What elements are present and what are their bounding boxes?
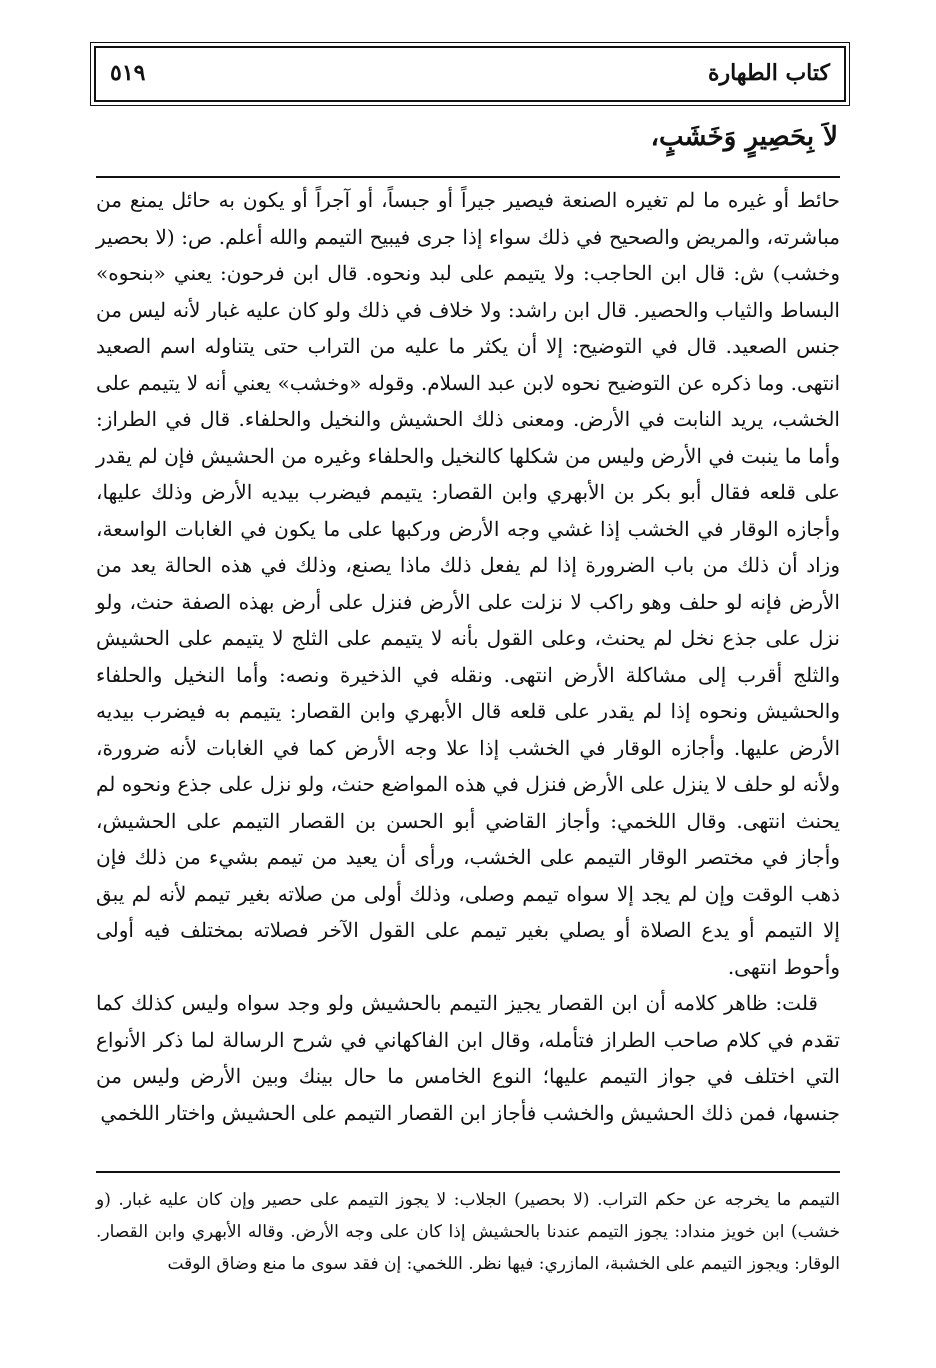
commentary-paragraph-1: حائط أو غيره ما لم تغيره الصنعة فيصير جيراً أو جبساً، أو آجراً أو يكون به حائل يمنع من مباشرته، والمريض والصحيح في ذلك سواء إذا جرى فيبيح التيمم والله أعلم. ص: (لا بحصير وخشب) ش: قال ابن الحاجب: ولا يتيمم على لبد ونحوه. قال ابن فرحون: يعني «بنحوه» البساط والثياب والحصير. قال ابن راشد: ولا خلاف في ذلك ولو كان عليه غبار لأنه ليس من جنس الصعيد. قال في التوضيح: إلا أن يكثر ما عليه من التراب حتى يتناوله اسم الصعيد انتهى. وما ذكره عن التوضيح نحوه لابن عبد السلام. وقوله «وخشب» يعني أنه لا يتيمم على الخشب، يريد النابت في الأرض. ومعنى ذلك الحشيش والنخيل والحلفاء. قال في الطراز: وأما ما ينبت في الأرض وليس من شكلها كالنخيل والحلفاء وغيره من الحشيش فإن لم يقدر على قلعه فقال أبو بكر بن الأبهري وابن القصار: يتيمم فيضرب بيديه الأرض وذلك عليها، وأجازه الوقار في الخشب إذا غشي وجه الأرض وركبها على ما يكون في الغابات الواسعة، وزاد أن ذلك من باب الضرورة إذا لم يفعل ذلك ماذا يصنع، وذلك في هذه الحالة يعد من الأرض فإنه لو حلف وهو راكب لا نزلت على الأرض فنزل على أرض بهذه الصفة حنث، ولو نزل على جذع نخل لم يحنث، وعلى القول بأنه لا يتيمم على الثلج لا يتيمم على الحشيش والثلج أقرب إلى مشاكلة الأرض انتهى. ونقله في الذخيرة ونصه: وأما النخيل والحلفاء والحشيش ونحوه إذا لم يقدر على قلعه قال الأبهري وابن القصار: يتيمم به فيضرب بيديه الأرض عليها. وأجازه الوقار في الخشب إذا علا وجه الأرض كما في الغابات لأنه ضرورة، ولأنه لو حلف لا ينزل على الأرض فنزل في هذه المواضع حنث، ولو نزل على جذع ونحوه لم يحنث انتهى. وقال اللخمي: وأجاز القاضي أبو الحسن بن القصار التيمم على الحشيش، وأجاز في مختصر الوقار التيمم على الخشب، ورأى أن يعيد من تيمم بشيء من ذلك فإن ذهب الوقت وإن لم يجد إلا سواه تيمم وصلى، وذلك أولى من صلاته بغير تيمم لأنه لم يبق إلا التيمم أو يدع الصلاة أو يصلي بغير تيمم على القول الآخر فصلاته بمختلف فيه أولى وأحوط انتهى.: [96, 188, 840, 979]
matn-heading: لاَ بِحَصِيرٍ وَخَشَبٍ،: [650, 122, 838, 152]
chapter-title: كتاب الطهارة: [707, 60, 830, 86]
footnotes: [96, 1184, 840, 1280]
top-divider: [96, 176, 840, 178]
running-header: [94, 46, 846, 102]
commentary-body: [96, 182, 840, 1131]
footnote-divider: [96, 1171, 840, 1173]
commentary-paragraph-2: قلت: ظاهر كلامه أن ابن القصار يجيز التيمم بالحشيش ولو وجد سواه وليس كذلك كما تقدم في كلام صاحب الطراز فتأمله، وقال ابن الفاكهاني في شرح الرسالة لما ذكر الأنواع التي اختلف في جواز التيمم عليها؛ النوع الخامس ما حال بينك وبين الأرض وليس من جنسها، فمن ذلك الحشيش والخشب فأجاز ابن القصار التيمم على الحشيش واختار اللخمي: [96, 991, 840, 1125]
page-number: ٥١٩: [110, 60, 146, 86]
footnote-text: التيمم ما يخرجه عن حكم التراب. (لا بحصير) الجلاب: لا يجوز التيمم على حصير وإن كان عليه غبار. (و خشب) ابن خويز منداد: يجوز التيمم عندنا بالحشيش إذا كان على وجه الأرض. وقاله الأبهري وابن القصار. الوقار: ويجوز التيمم على الخشبة، المازري: فيها نظر. اللخمي: إن فقد سوى ما منع وضاق الوقت: [96, 1190, 840, 1274]
